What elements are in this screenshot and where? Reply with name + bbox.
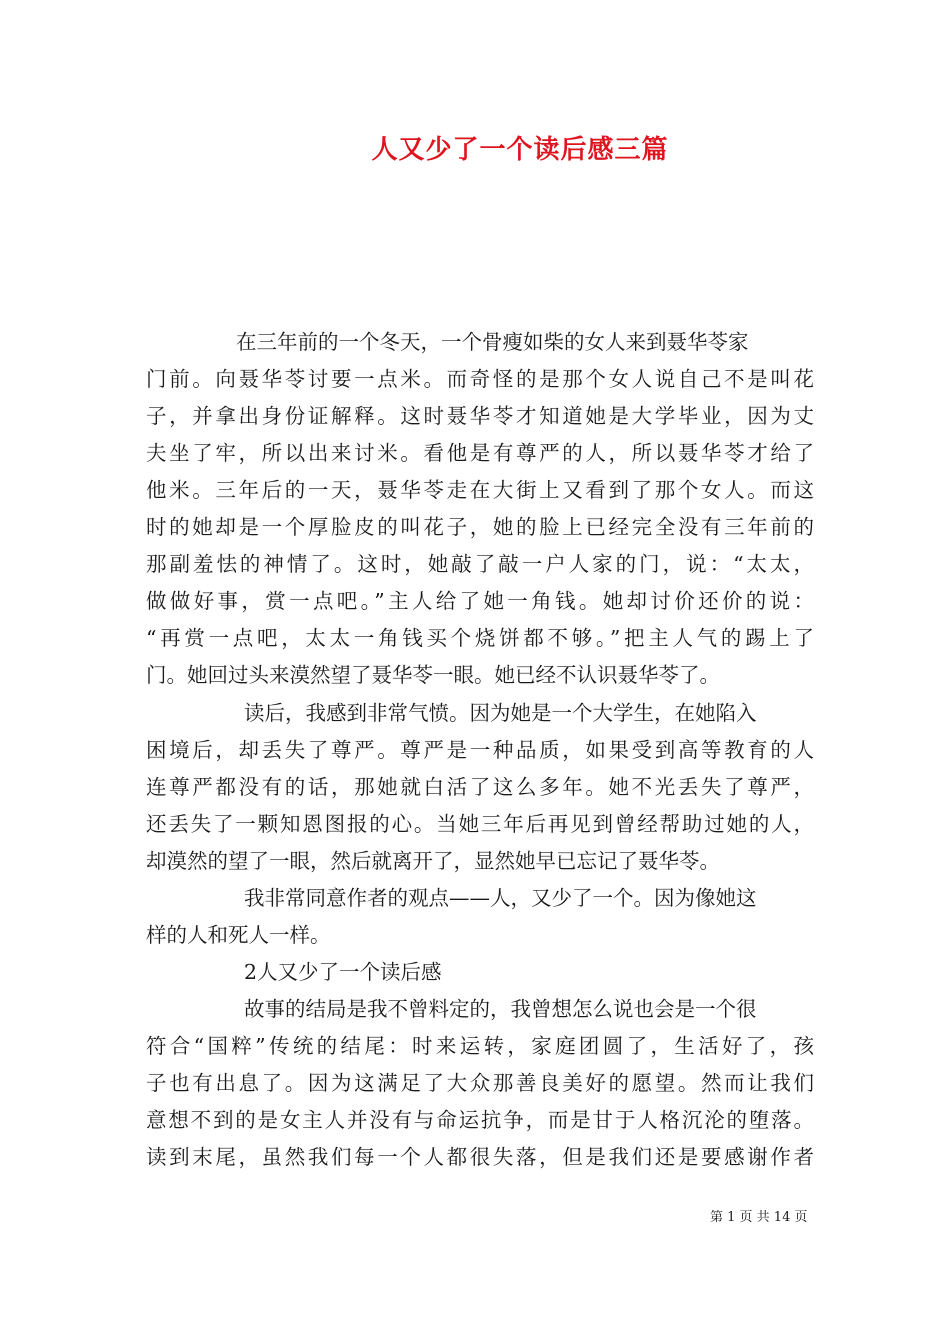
page-number: 第 1 页 共 14 页 [710,1210,808,1225]
text-line: 读后，我感到非常气愤。因为她是一个大学生，在她陷入 [244,701,757,725]
text-line: 读到末尾，虽然我们每一个人都很失落，但是我们还是要感谢作者 [146,1145,814,1169]
text-line: 符合“国粹”传统的结尾：时来运转，家庭团圆了，生活好了，孩 [146,1034,814,1058]
text-line: 样的人和死人一样。 [146,923,331,947]
text-line: 却漠然的望了一眼，然后就离开了，显然她早已忘记了聂华苓。 [146,849,720,873]
document-title: 人又少了一个读后感三篇 [371,135,669,165]
text-line: 门前。向聂华苓讨要一点米。而奇怪的是那个女人说自己不是叫花 [146,367,814,391]
text-line: 我非常同意作者的观点——人，又少了一个。因为像她这 [244,886,757,910]
section-heading: 2人又少了一个读后感 [244,960,442,984]
text-line: 子，并拿出身份证解释。这时聂华苓才知道她是大学毕业，因为丈 [146,404,814,428]
text-line: 意想不到的是女主人并没有与命运抗争，而是甘于人格沉沦的堕落。 [146,1108,814,1132]
text-line: 连尊严都没有的话，那她就白活了这么多年。她不光丢失了尊严， [146,775,814,799]
text-line: 困境后，却丢失了尊严。尊严是一种品质，如果受到高等教育的人 [146,738,814,762]
text-line: 门。她回过头来漠然望了聂华苓一眼。她已经不认识聂华苓了。 [146,663,720,687]
text-line: “再赏一点吧，太太一角钱买个烧饼都不够。”把主人气的踢上了 [146,626,814,650]
text-line: 夫坐了牢，所以出来讨米。看他是有尊严的人，所以聂华苓才给了 [146,441,814,465]
text-line: 时的她却是一个厚脸皮的叫花子，她的脸上已经完全没有三年前的 [146,515,814,539]
text-line: 那副羞怯的神情了。这时，她敲了敲一户人家的门，说：“太太， [146,552,814,576]
text-line: 故事的结局是我不曾料定的，我曾想怎么说也会是一个很 [244,997,757,1021]
text-line: 他米。三年后的一天，聂华苓走在大街上又看到了那个女人。而这 [146,478,814,502]
text-line: 子也有出息了。因为这满足了大众那善良美好的愿望。然而让我们 [146,1071,814,1095]
text-line: 还丢失了一颗知恩图报的心。当她三年后再见到曾经帮助过她的人， [146,812,814,836]
text-line: 做做好事，赏一点吧。”主人给了她一角钱。她却讨价还价的说： [146,589,814,613]
text-line: 在三年前的一个冬天，一个骨瘦如柴的女人来到聂华苓家 [236,330,749,354]
